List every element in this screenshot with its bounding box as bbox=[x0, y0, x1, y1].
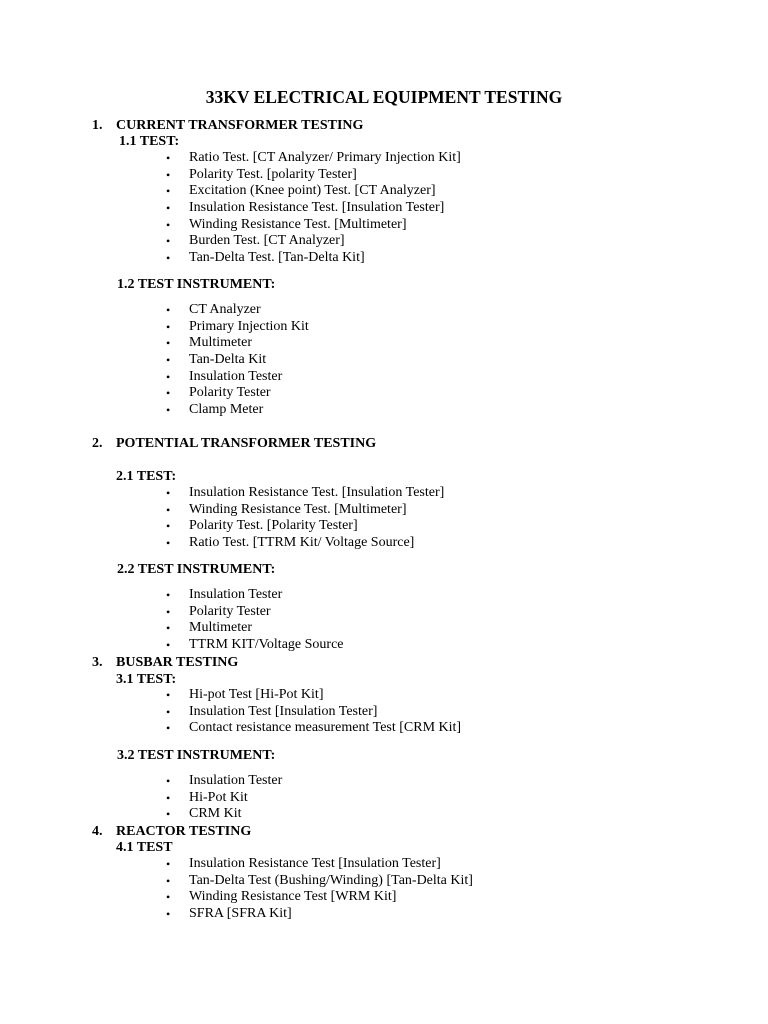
list-item bbox=[164, 856, 473, 873]
bullet-icon: • bbox=[166, 857, 171, 871]
list-item bbox=[164, 687, 461, 704]
bullet-icon: • bbox=[166, 890, 171, 905]
bullet-icon: • bbox=[166, 807, 171, 822]
list-item bbox=[164, 369, 309, 386]
bullet-icon: • bbox=[166, 621, 171, 636]
section-title: BUSBAR TESTING bbox=[116, 655, 239, 670]
bullet-icon: • bbox=[166, 688, 171, 702]
test-list bbox=[164, 485, 444, 552]
list-item bbox=[164, 250, 461, 267]
bullet-icon: • bbox=[166, 721, 171, 736]
list-item bbox=[164, 604, 344, 621]
list-item bbox=[164, 587, 344, 604]
list-item-text: CRM Kit bbox=[189, 806, 242, 822]
list-item-text: Excitation (Knee point) Test. [CT Analyzer] bbox=[189, 183, 436, 199]
instrument-list bbox=[164, 587, 344, 654]
bullet-icon: • bbox=[166, 519, 171, 534]
list-item-text: Polarity Test. [Polarity Tester] bbox=[189, 518, 358, 534]
bullet-icon: • bbox=[166, 217, 171, 232]
bullet-icon: • bbox=[166, 184, 171, 199]
list-item bbox=[164, 183, 461, 200]
bullet-icon: • bbox=[166, 774, 171, 788]
list-item-text: Insulation Resistance Test [Insulation Tester] bbox=[189, 856, 441, 871]
bullet-icon: • bbox=[166, 873, 171, 888]
list-item bbox=[164, 873, 473, 890]
list-item-text: TTRM KIT/Voltage Source bbox=[189, 636, 344, 652]
test-list bbox=[164, 150, 461, 267]
list-item bbox=[164, 637, 344, 654]
list-item-text: Primary Injection Kit bbox=[189, 318, 309, 334]
instrument-list bbox=[164, 302, 309, 419]
list-item bbox=[164, 704, 461, 721]
list-item bbox=[164, 720, 461, 737]
list-item-text: Polarity Tester bbox=[189, 603, 271, 619]
list-item bbox=[164, 217, 461, 234]
bullet-icon: • bbox=[166, 402, 171, 417]
bullet-icon: • bbox=[166, 486, 171, 500]
instrument-subheading: 3.2 TEST INSTRUMENT: bbox=[117, 748, 276, 763]
test-subheading: 1.1 TEST: bbox=[119, 134, 180, 149]
list-item bbox=[164, 906, 473, 923]
list-item-text: Tan-Delta Kit bbox=[189, 351, 267, 367]
section-title: REACTOR TESTING bbox=[116, 824, 252, 839]
section-number: 2. bbox=[92, 436, 103, 451]
list-item bbox=[164, 502, 444, 519]
bullet-icon: • bbox=[166, 906, 171, 921]
bullet-icon: • bbox=[166, 502, 171, 517]
list-item bbox=[164, 518, 444, 535]
list-item bbox=[164, 485, 444, 502]
instrument-list bbox=[164, 773, 282, 823]
list-item-text: Burden Test. [CT Analyzer] bbox=[189, 233, 345, 249]
list-item bbox=[164, 302, 309, 319]
list-item bbox=[164, 806, 282, 823]
bullet-icon: • bbox=[166, 200, 171, 215]
list-item-text: Insulation Resistance Test. [Insulation Tester] bbox=[189, 485, 445, 500]
list-item-text: Multimeter bbox=[189, 335, 252, 351]
section-title: POTENTIAL TRANSFORMER TESTING bbox=[116, 436, 377, 451]
list-item-text: Hi-pot Test [Hi-Pot Kit] bbox=[189, 687, 324, 702]
bullet-icon: • bbox=[166, 637, 171, 652]
list-item bbox=[164, 167, 461, 184]
list-item bbox=[164, 402, 309, 419]
bullet-icon: • bbox=[166, 386, 171, 401]
list-item-text: Multimeter bbox=[189, 620, 252, 636]
bullet-icon: • bbox=[166, 336, 171, 351]
bullet-icon: • bbox=[166, 588, 171, 602]
list-item-text: Winding Resistance Test [WRM Kit] bbox=[189, 889, 397, 905]
bullet-icon: • bbox=[166, 790, 171, 805]
test-subheading: 4.1 TEST bbox=[116, 840, 173, 855]
bullet-icon: • bbox=[166, 250, 171, 265]
list-item-text: Insulation Resistance Test. [Insulation Tester] bbox=[189, 199, 445, 215]
bullet-icon: • bbox=[166, 234, 171, 249]
section-number: 4. bbox=[92, 824, 103, 839]
list-item-text: Ratio Test. [TTRM Kit/ Voltage Source] bbox=[189, 534, 415, 550]
bullet-icon: • bbox=[166, 352, 171, 367]
section-title: CURRENT TRANSFORMER TESTING bbox=[116, 118, 364, 133]
list-item bbox=[164, 319, 309, 336]
list-item-text: SFRA [SFRA Kit] bbox=[189, 905, 292, 921]
test-subheading: 3.1 TEST: bbox=[116, 672, 177, 687]
bullet-icon: • bbox=[166, 319, 171, 334]
list-item-text: Insulation Tester bbox=[189, 587, 283, 602]
list-item-text: Tan-Delta Test (Bushing/Winding) [Tan-Delta Kit] bbox=[189, 872, 473, 888]
bullet-icon: • bbox=[166, 167, 171, 182]
test-list bbox=[164, 687, 461, 737]
list-item bbox=[164, 535, 444, 552]
list-item bbox=[164, 773, 282, 790]
list-item-text: Insulation Test [Insulation Tester] bbox=[189, 703, 378, 719]
instrument-subheading: 1.2 TEST INSTRUMENT: bbox=[117, 277, 276, 292]
instrument-subheading: 2.2 TEST INSTRUMENT: bbox=[117, 562, 276, 577]
list-item-text: Clamp Meter bbox=[189, 401, 264, 417]
list-item-text: Polarity Tester bbox=[189, 385, 271, 401]
list-item bbox=[164, 889, 473, 906]
bullet-icon: • bbox=[166, 369, 171, 384]
list-item-text: Insulation Tester bbox=[189, 773, 283, 788]
list-item bbox=[164, 385, 309, 402]
list-item-text: Winding Resistance Test. [Multimeter] bbox=[189, 501, 407, 517]
list-item-text: Polarity Test. [polarity Tester] bbox=[189, 166, 357, 182]
list-item bbox=[164, 790, 282, 807]
list-item bbox=[164, 200, 461, 217]
list-item-text: Tan-Delta Test. [Tan-Delta Kit] bbox=[189, 249, 365, 265]
list-item-text: Hi-Pot Kit bbox=[189, 789, 248, 805]
section-number: 3. bbox=[92, 655, 103, 670]
bullet-icon: • bbox=[166, 535, 171, 550]
section-heading bbox=[92, 654, 238, 672]
page-title: 33KV ELECTRICAL EQUIPMENT TESTING bbox=[205, 87, 563, 107]
list-item-text: Insulation Tester bbox=[189, 368, 283, 384]
test-subheading: 2.1 TEST: bbox=[116, 469, 177, 484]
section-number: 1. bbox=[92, 118, 103, 133]
test-list bbox=[164, 856, 473, 923]
bullet-icon: • bbox=[166, 604, 171, 619]
list-item bbox=[164, 620, 344, 637]
list-item bbox=[164, 233, 461, 250]
list-item-text: Ratio Test. [CT Analyzer/ Primary Injection Kit] bbox=[189, 150, 461, 165]
list-item bbox=[164, 150, 461, 167]
list-item-text: CT Analyzer bbox=[189, 302, 261, 317]
bullet-icon: • bbox=[166, 151, 171, 165]
list-item bbox=[164, 335, 309, 352]
section-heading bbox=[92, 435, 376, 453]
list-item-text: Winding Resistance Test. [Multimeter] bbox=[189, 216, 407, 232]
list-item bbox=[164, 352, 309, 369]
list-item-text: Contact resistance measurement Test [CRM Kit] bbox=[189, 720, 462, 736]
bullet-icon: • bbox=[166, 303, 171, 317]
bullet-icon: • bbox=[166, 704, 171, 719]
